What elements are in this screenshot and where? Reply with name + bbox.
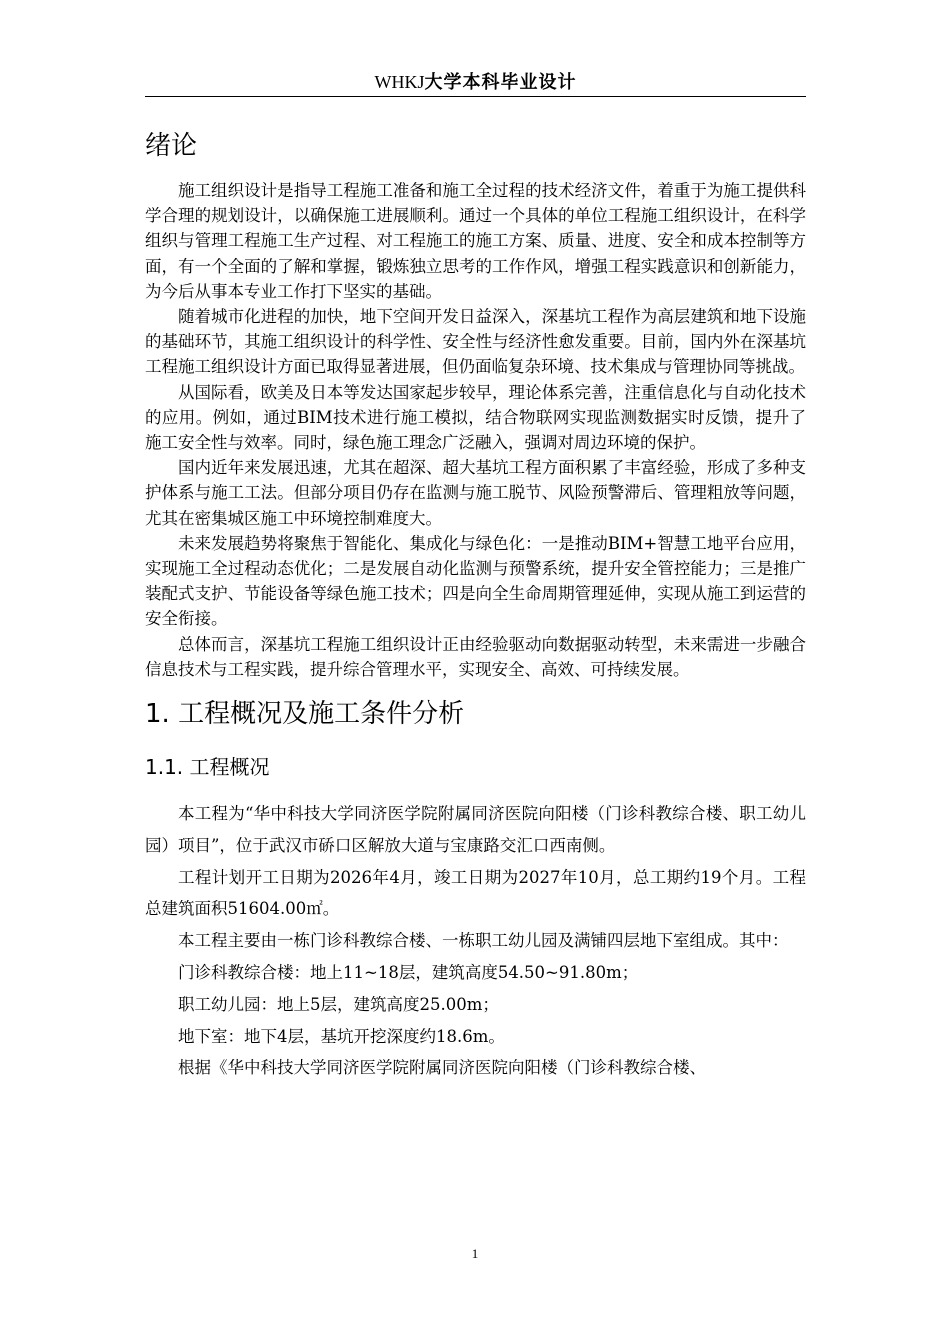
body-paragraph-6: 地下室：地下4层，基坑开挖深度约18.6m。 (178, 1026, 505, 1046)
header-title: 大学本科毕业设计 (424, 72, 577, 93)
body-paragraph-3: 本工程主要由一栋门诊科教综合楼、一栋职工幼儿园及满铺四层地下室组成。其中： (178, 931, 789, 951)
body-paragraph-2: 工程计划开工日期为2026年4月，竣工日期为2027年10月，总工期约19个月。工程总建筑面积51604.00㎡。 (145, 867, 806, 919)
section-1-1-heading: 1.1. 工程概况 (145, 755, 270, 780)
page-header (145, 68, 806, 97)
body-paragraph-4: 门诊科教综合楼：地上11~18层，建筑高度54.50~91.80m； (178, 963, 639, 983)
intro-paragraph-3: 从国际看，欧美及日本等发达国家起步较早，理论体系完善，注重信息化与自动化技术的应用。例如，通过BIM技术进行施工模拟，结合物联网实现监测数据实时反馈，提升了施工安全性与效率。同时，绿色施工理念广泛融入，强调对周边环境的保护。 (145, 382, 806, 453)
intro-paragraph-1: 施工组织设计是指导工程施工准备和施工全过程的技术经济文件，着重于为施工提供科学合理的规划设计，以确保施工进展顺利。通过一个具体的单位工程施工组织设计，在科学组织与管理工程施工生产过程、对工程施工的施工方案、质量、进度、安全和成本控制等方面，有一个全面的了解和掌握，锻炼独立思考的工作作风，增强工程实践意识和创新能力，为今后从事本专业工作打下坚实的基础。 (145, 181, 806, 301)
body-paragraph-5: 职工幼儿园：地上5层，建筑高度25.00m； (178, 994, 499, 1014)
body-paragraph-7: 根据《华中科技大学同济医学院附属同济医院向阳楼（门诊科教综合楼、 (178, 1058, 706, 1078)
header-latin: WHKJ (374, 72, 425, 92)
body-paragraph-1: 本工程为“华中科技大学同济医学院附属同济医院向阳楼（门诊科教综合楼、职工幼儿园）项目”，位于武汉市硚口区解放大道与宝康路交汇口西南侧。 (145, 804, 806, 855)
intro-paragraph-6: 总体而言，深基坑工程施工组织设计正由经验驱动向数据驱动转型，未来需进一步融合信息技术与工程实践，提升综合管理水平，实现安全、高效、可持续发展。 (145, 634, 806, 679)
intro-paragraph-5: 未来发展趋势将聚焦于智能化、集成化与绿色化：一是推动BIM+智慧工地平台应用，实现施工全过程动态优化；二是发展自动化监测与预警系统，提升安全管控能力；三是推广装配式支护、节能设备等绿色施工技术；四是向全生命周期管理延伸，实现从施工到运营的安全衔接。 (145, 533, 806, 629)
intro-paragraph-2: 随着城市化进程的加快，地下空间开发日益深入，深基坑工程作为高层建筑和地下设施的基础环节，其施工组织设计的科学性、安全性与经济性愈发重要。目前，国内外在深基坑工程施工组织设计方面已取得显著进展，但仍面临复杂环境、技术集成与管理协同等挑战。 (145, 307, 806, 377)
page-content (145, 118, 806, 1084)
chapter-1-heading: 1. 工程概况及施工条件分析 (145, 699, 465, 730)
intro-heading: 绪论 (145, 131, 198, 161)
page-number: 1 (471, 1246, 479, 1261)
intro-paragraph-4: 国内近年来发展迅速，尤其在超深、超大基坑工程方面积累了丰富经验，形成了多种支护体系与施工工法。但部分项目仍存在监测与施工脱节、风险预警滞后、管理粗放等问题，尤其在密集城区施工中环境控制难度大。 (145, 458, 806, 528)
